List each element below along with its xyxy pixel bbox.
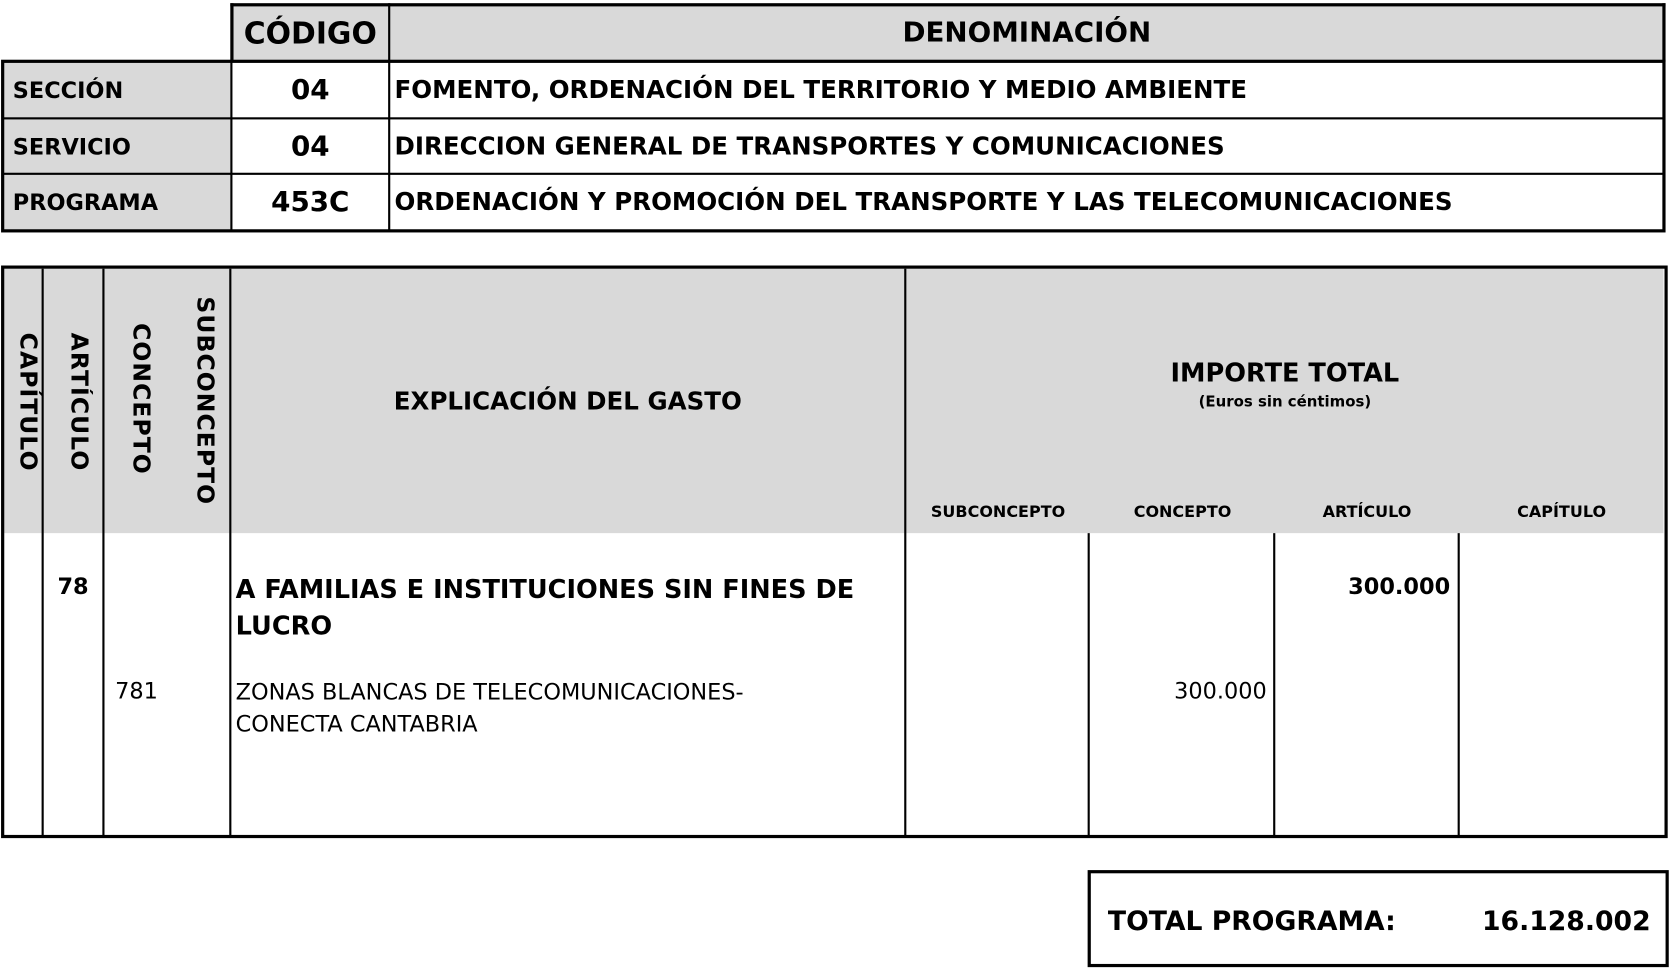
row-importe-concepto: 300.000 — [1174, 678, 1267, 704]
col-capitulo: CAPÍTULO — [13, 332, 41, 472]
sub-subconcepto: SUBCONCEPTO — [930, 502, 1066, 522]
code-seccion: 04 — [290, 74, 330, 107]
total-label: TOTAL PROGRAMA: — [1107, 905, 1396, 937]
col-articulo: ARTÍCULO — [65, 332, 92, 472]
name-servicio: DIRECCION GENERAL DE TRANSPORTES Y COMUNICACIONES — [394, 132, 1225, 161]
total-value: 16.128.002 — [1481, 905, 1651, 937]
label-servicio: SERVICIO — [12, 133, 131, 160]
col-explicacion: EXPLICACIÓN DEL GASTO — [393, 388, 742, 416]
col-subconcepto: SUBCONCEPTO — [190, 296, 218, 506]
importe-subtitle: (Euros sin céntimos) — [1198, 393, 1372, 411]
row-text: ZONAS BLANCAS DE TELECOMUNICACIONES-CONECTA CANTABRIA — [235, 679, 744, 737]
row-concepto: 781 — [115, 678, 158, 704]
col-concepto: CONCEPTO — [126, 323, 154, 475]
row-articulo: 78 — [57, 573, 89, 600]
col-denominacion: DENOMINACIÓN — [902, 17, 1152, 50]
label-seccion: SECCIÓN — [12, 77, 124, 104]
row-text: A FAMILIAS E INSTITUCIONES SIN FINES DE LUCRO — [235, 574, 855, 641]
expense-table-border — [1, 266, 1668, 839]
name-programa: ORDENACIÓN Y PROMOCIÓN DEL TRANSPORTE Y LAS TELECOMUNICACIONES — [394, 188, 1453, 217]
total-box — [1088, 870, 1669, 967]
row-importe-articulo: 300.000 — [1348, 573, 1451, 600]
code-programa: 453C — [271, 186, 350, 219]
col-codigo: CÓDIGO — [243, 15, 377, 51]
label-programa: PROGRAMA — [12, 189, 159, 216]
importe-title: IMPORTE TOTAL — [1170, 358, 1400, 389]
sub-articulo: ARTÍCULO — [1322, 502, 1412, 522]
sub-capitulo: CAPÍTULO — [1517, 502, 1607, 522]
name-seccion: FOMENTO, ORDENACIÓN DEL TERRITORIO Y MEDIO AMBIENTE — [394, 76, 1248, 105]
code-servicio: 04 — [290, 130, 330, 163]
sub-concepto: CONCEPTO — [1133, 502, 1232, 522]
